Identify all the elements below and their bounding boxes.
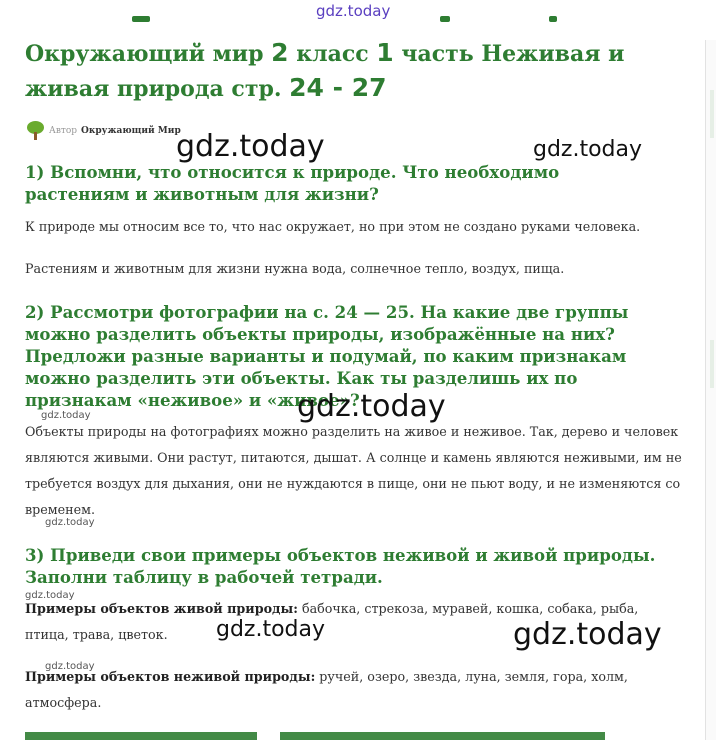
answer-1-paragraph-1: К природе мы относим все то, что нас окружает, но при этом не создано руками человека. [25, 219, 641, 234]
next-question-cutoff [25, 732, 605, 742]
watermark: gdz.today [297, 389, 446, 424]
living-label: Примеры объектов живой природы: [25, 601, 298, 616]
nav-fragment[interactable] [549, 16, 557, 22]
sidebar-edge [705, 40, 716, 740]
top-navigation-strip [0, 0, 716, 28]
title-pages: 24 - 27 [289, 73, 387, 102]
watermark: gdz.today [533, 137, 643, 162]
living-list: бабочка, стрекоза, муравей, кошка, собака, рыба, птица, трава, цветок. [25, 601, 639, 642]
answer-2-paragraph: Объекты природы на фотографиях можно разделить на живое и неживое. Так, дерево и человек являются живыми. Они растут, питаются, дышат. А солнце и камень являются неживыми, им не требуется воздух для дыхания, они не нуждаются в пище, они не пьют воду, и не изменяются со временем. [25, 424, 682, 517]
title-grade: 2 [271, 38, 289, 67]
page-title [25, 36, 685, 106]
sidebar-block [710, 340, 714, 388]
site-logo[interactable]: gdz.today [316, 2, 391, 20]
sidebar-block [710, 90, 714, 138]
watermark: gdz.today [216, 617, 326, 642]
question-1-heading: 1) Вспомни, что относится к природе. Что необходимо растениям и животным для жизни? [25, 162, 560, 204]
title-text: часть Неживая и живая природа стр. [25, 41, 625, 102]
watermark: gdz.today [45, 661, 95, 672]
title-text: класс [288, 41, 377, 67]
author-line [26, 121, 181, 141]
watermark: gdz.today [513, 617, 662, 652]
nav-fragment[interactable] [440, 16, 450, 22]
nonliving-label: Примеры объектов неживой природы: [25, 669, 316, 684]
title-text: Окружающий мир [25, 41, 272, 67]
question-3-heading: 3) Приведи свои примеры объектов неживой и живой природы. Заполни таблицу в рабочей тетради. [25, 545, 656, 587]
watermark: gdz.today [45, 517, 95, 528]
watermark: gdz.today [176, 129, 325, 164]
author-label: Автор [49, 126, 78, 136]
nonliving-examples [25, 664, 685, 716]
nonliving-list: ручей, озеро, звезда, луна, земля, гора, холм, атмосфера. [25, 669, 628, 710]
answer-1-paragraph-2: Растениям и животным для жизни нужна вода, солнечное тепло, воздух, пища. [25, 261, 565, 276]
watermark: gdz.today [41, 410, 91, 421]
question-2-heading: 2) Рассмотри фотографии на с. 24 — 25. На какие две группы можно разделить объекты природы, изображённые на них? Предложи разные варианты и подумай, по каким признакам можно разделить эти объекты. Как ты разделишь их по признакам «неживое» и «живое»? [25, 302, 629, 410]
author-name[interactable]: Окружающий Мир [81, 126, 181, 136]
tree-icon [26, 121, 46, 141]
watermark: gdz.today [25, 590, 75, 601]
title-part: 1 [376, 38, 394, 67]
nav-fragment[interactable] [132, 16, 150, 22]
